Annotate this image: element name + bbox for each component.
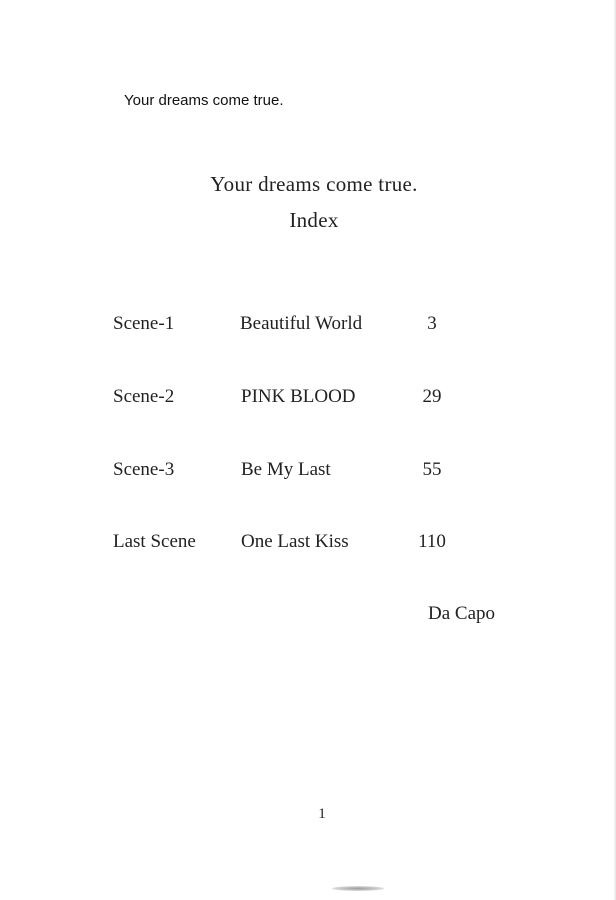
closing-text: Da Capo	[428, 603, 496, 624]
toc-page-number: 55	[422, 459, 442, 480]
running-header: Your dreams come true.	[124, 92, 284, 109]
page-title: Your dreams come true.	[210, 172, 418, 196]
toc-page-number: 110	[418, 531, 446, 552]
toc-row	[0, 459, 616, 487]
toc-scene-label: Last Scene	[113, 531, 196, 552]
toc-chapter-title: Beautiful World	[240, 313, 363, 334]
toc-row	[0, 386, 616, 414]
toc-row	[0, 531, 616, 559]
title-block	[0, 166, 616, 238]
toc-scene-label: Scene-1	[113, 313, 175, 334]
toc-row	[0, 313, 616, 341]
toc-chapter-title: PINK BLOOD	[241, 386, 356, 407]
page-number: 1	[318, 806, 326, 822]
toc-page-number: 29	[422, 386, 442, 407]
toc-chapter-title: Be My Last	[241, 459, 331, 480]
scan-smudge	[332, 886, 384, 891]
toc-page-number: 3	[427, 313, 437, 334]
toc-scene-label: Scene-3	[113, 459, 175, 480]
toc-scene-label: Scene-2	[113, 386, 175, 407]
page-subtitle: Index	[289, 208, 339, 232]
toc-chapter-title: One Last Kiss	[241, 531, 349, 552]
